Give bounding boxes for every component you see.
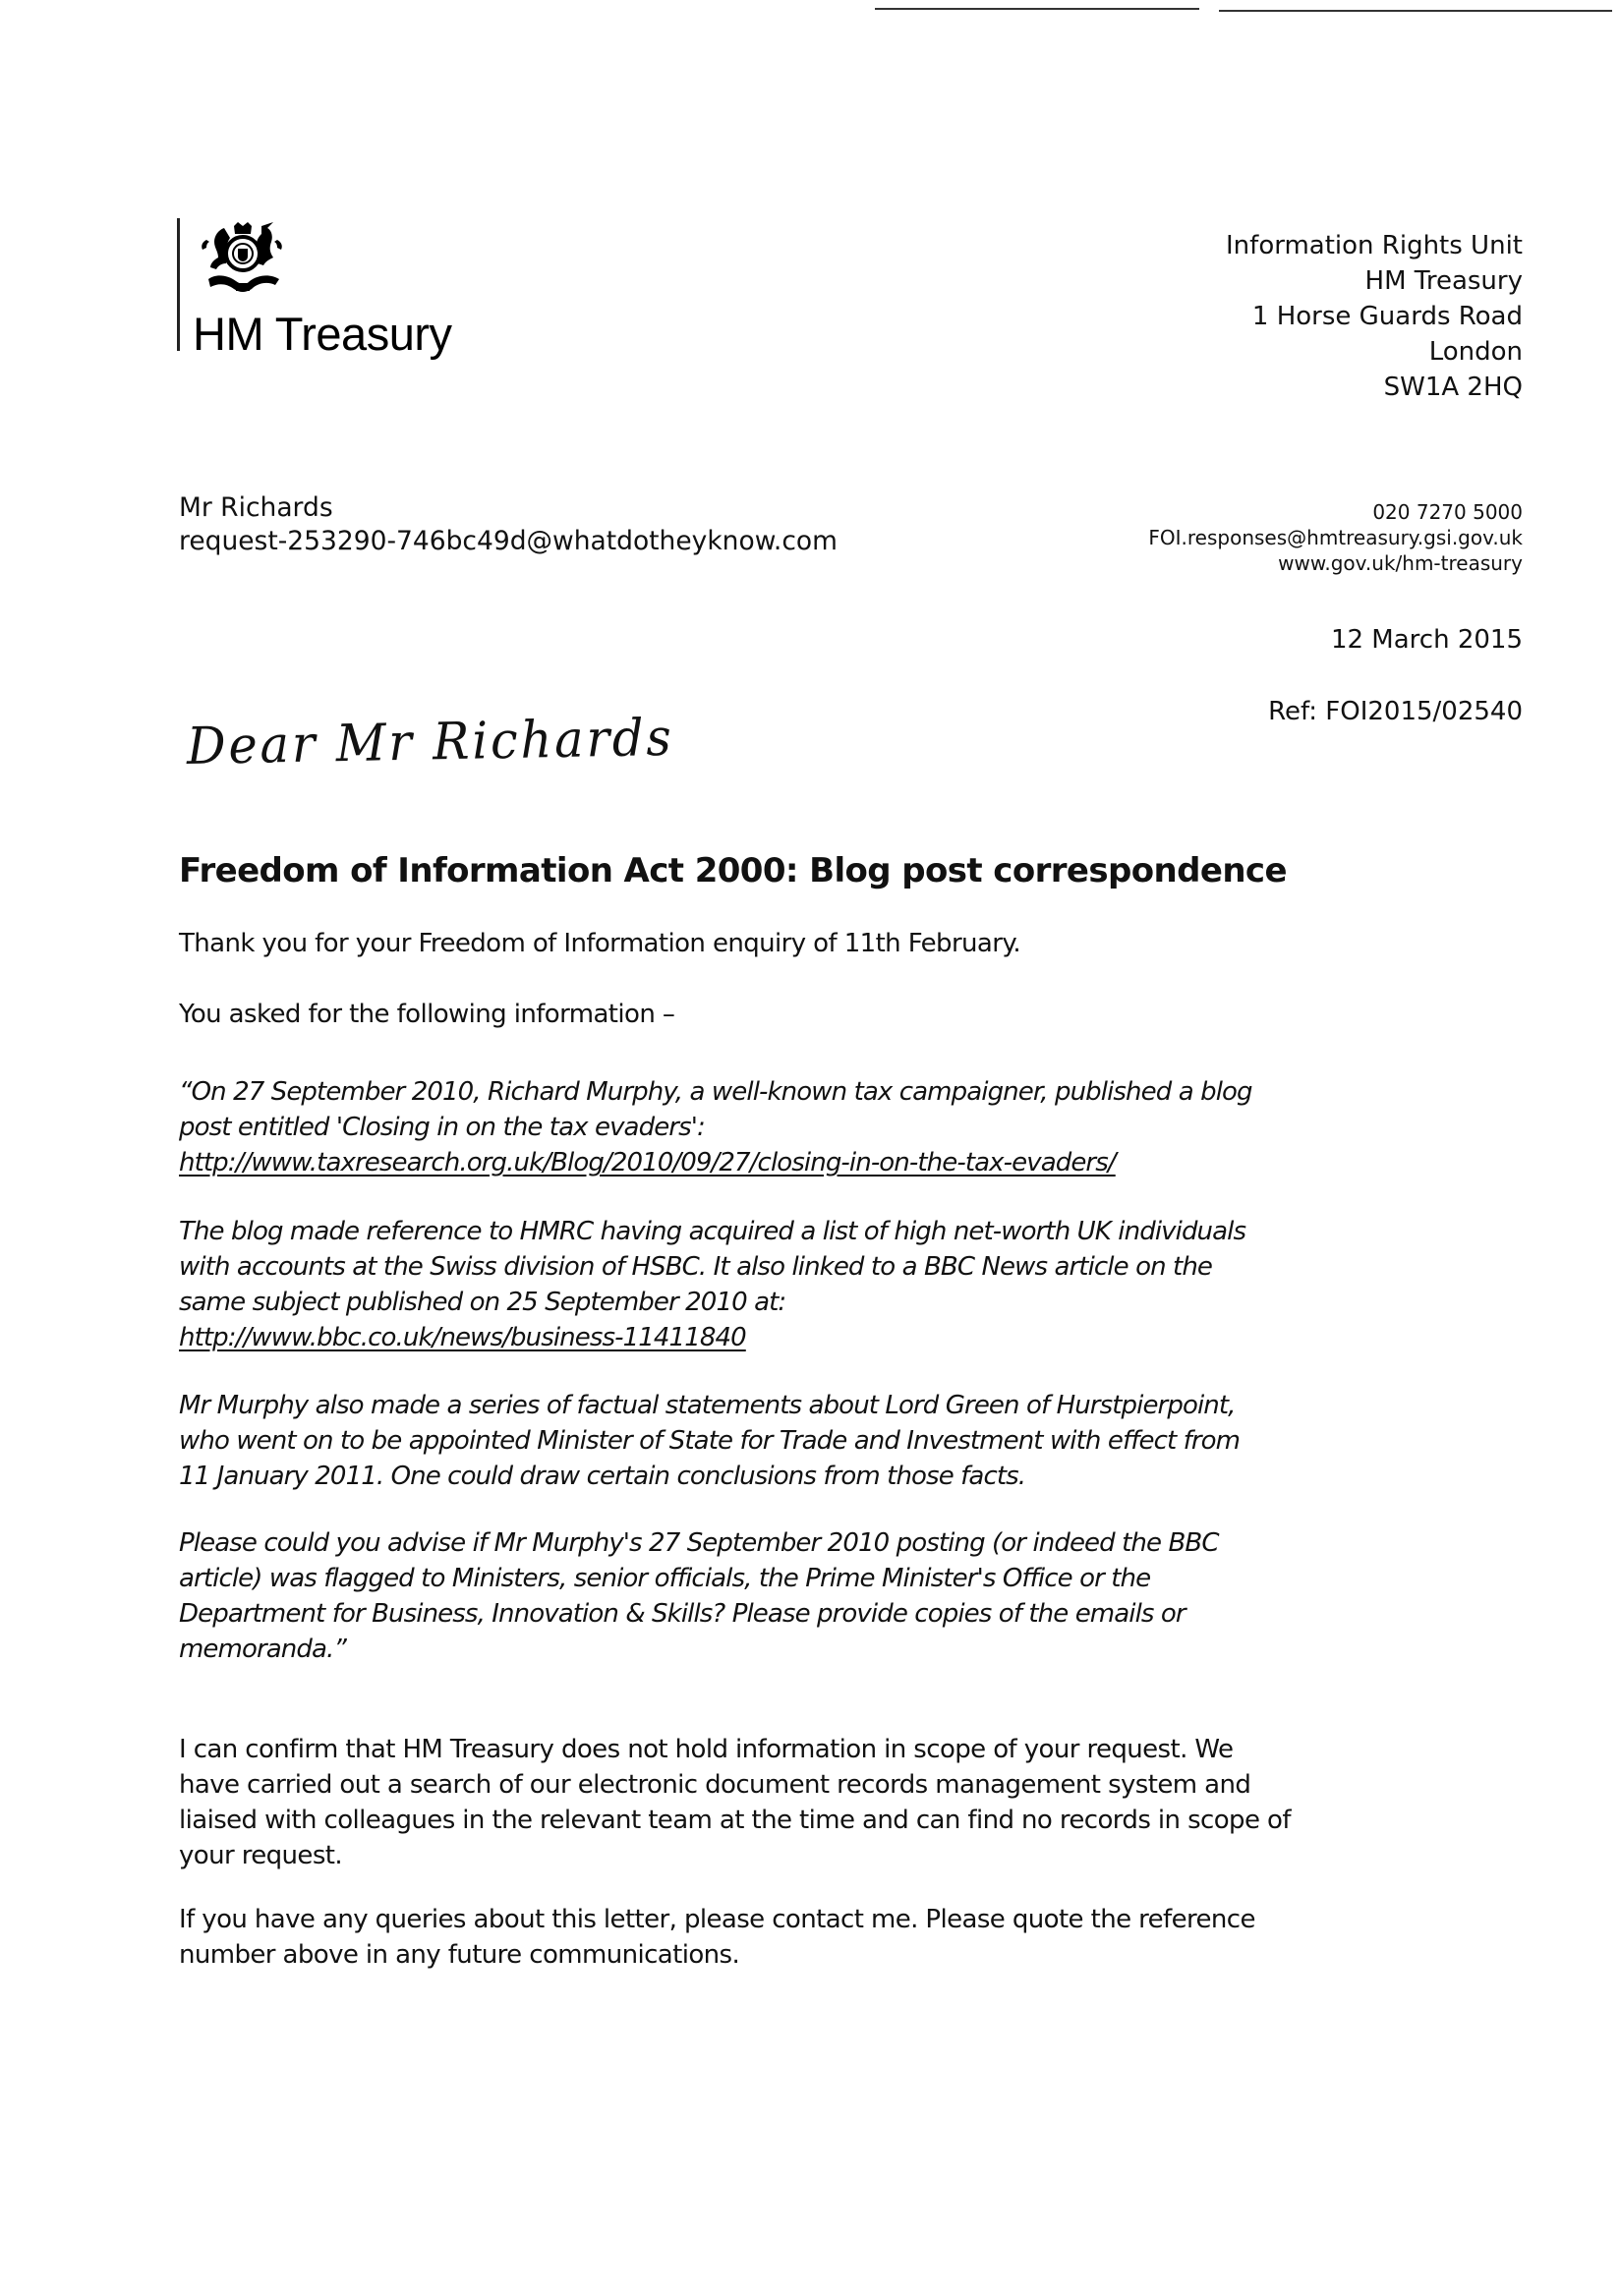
sender-address <box>1226 228 1523 405</box>
quote-line: who went on to be appointed Minister of State for Trade and Investment with effect from <box>179 1426 1241 1456</box>
thanks-paragraph <box>179 926 1418 961</box>
contact-website: www.gov.uk/hm-treasury <box>1278 551 1523 575</box>
quoted-request-paragraph-1 <box>179 1074 1418 1180</box>
quoted-request-paragraph-4 <box>179 1525 1418 1667</box>
address-line: Information Rights Unit <box>1226 231 1523 260</box>
quote-line: post entitled 'Closing in on the tax evaders': <box>179 1113 705 1142</box>
quoted-request-paragraph-3 <box>179 1388 1418 1494</box>
quote-line: Mr Murphy also made a series of factual statements about Lord Green of Hurstpierpoint, <box>179 1391 1236 1420</box>
quote-line: memoranda.” <box>179 1635 346 1664</box>
organisation-name: HM Treasury <box>193 308 452 360</box>
recipient-block <box>179 491 838 558</box>
quote-line: Please could you advise if Mr Murphy's 27 September 2010 posting (or indeed the BBC <box>179 1528 1219 1558</box>
recipient-name: Mr Richards <box>179 492 333 523</box>
address-line: HM Treasury <box>1364 266 1523 296</box>
quote-line: The blog made reference to HMRC having acquired a list of high net-worth UK individuals <box>179 1217 1246 1246</box>
contact-details <box>1148 499 1523 576</box>
quote-line: with accounts at the Swiss division of HSBC. It also linked to a BBC News article on the <box>179 1252 1213 1282</box>
reference-number: Ref: FOI2015/02540 <box>1268 697 1523 726</box>
body-text: liaised with colleagues in the relevant team at the time and can find no records in scope of <box>179 1806 1291 1835</box>
quote-line: 11 January 2011. One could draw certain conclusions from those facts. <box>179 1462 1026 1491</box>
address-line: SW1A 2HQ <box>1383 373 1523 402</box>
closing-paragraph <box>179 1902 1418 1973</box>
quoted-request-paragraph-2 <box>179 1214 1418 1355</box>
body-text: have carried out a search of our electronic document records management system and <box>179 1770 1251 1800</box>
contact-email: FOI.responses@hmtreasury.gsi.gov.uk <box>1148 526 1523 549</box>
handwritten-salutation: Dear Mr Richards <box>186 708 675 776</box>
scan-artifact-line <box>1219 10 1612 12</box>
letter-subject: Freedom of Information Act 2000: Blog post correspondence <box>179 851 1287 890</box>
quote-line: Department for Business, Innovation & Skills? Please provide copies of the emails or <box>179 1599 1186 1629</box>
quote-line: “On 27 September 2010, Richard Murphy, a well-known tax campaigner, published a blog <box>179 1077 1252 1107</box>
logo-rule <box>177 218 180 351</box>
taxresearch-blog-link[interactable]: http://www.taxresearch.org.uk/Blog/2010/09/27/closing-in-on-the-tax-evaders/ <box>179 1148 1116 1177</box>
quote-line: same subject published on 25 September 2010 at: <box>179 1288 786 1317</box>
body-text: You asked for the following information – <box>179 1000 675 1029</box>
intro-paragraph <box>179 997 1418 1032</box>
quote-line: article) was flagged to Ministers, senior officials, the Prime Minister's Office or the <box>179 1564 1151 1593</box>
body-text: number above in any future communications. <box>179 1940 740 1970</box>
recipient-email: request-253290-746bc49d@whatdotheyknow.com <box>179 526 838 556</box>
address-line: 1 Horse Guards Road <box>1251 302 1523 331</box>
response-paragraph <box>179 1732 1418 1873</box>
scan-artifact-line <box>875 8 1199 10</box>
body-text: Thank you for your Freedom of Information enquiry of 11th February. <box>179 929 1021 958</box>
royal-coat-of-arms-icon <box>197 220 290 299</box>
body-text: your request. <box>179 1841 343 1870</box>
body-text: If you have any queries about this letter, please contact me. Please quote the reference <box>179 1905 1255 1934</box>
address-line: London <box>1428 337 1523 367</box>
letter-date: 12 March 2015 <box>1330 625 1523 655</box>
bbc-news-link[interactable]: http://www.bbc.co.uk/news/business-11411840 <box>179 1323 746 1352</box>
body-text: I can confirm that HM Treasury does not hold information in scope of your request. We <box>179 1735 1234 1764</box>
contact-phone: 020 7270 5000 <box>1372 500 1523 524</box>
